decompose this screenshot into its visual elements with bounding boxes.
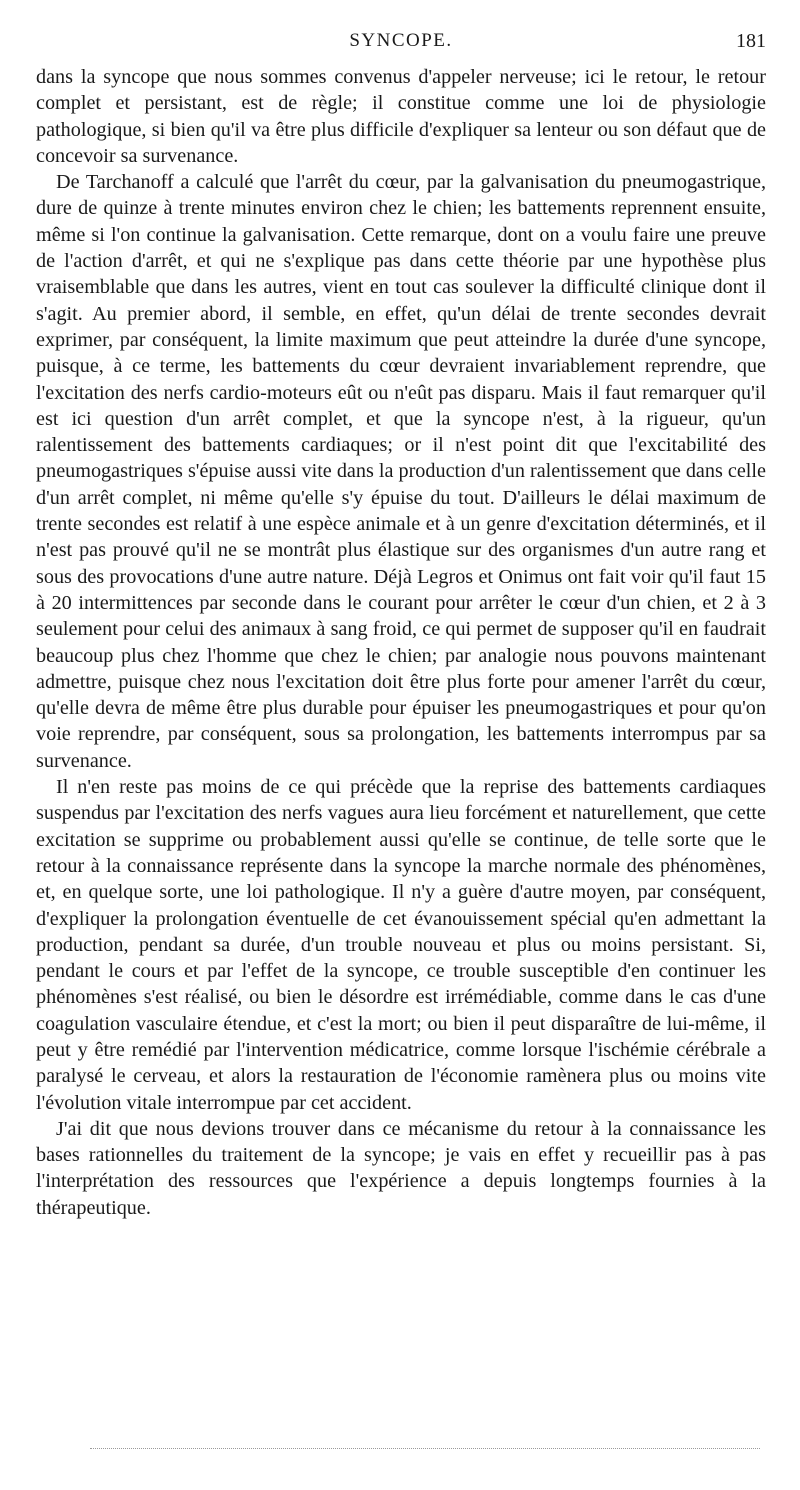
paragraph: Il n'en reste pas moins de ce qui précède que la reprise des battements cardiaques suspendus par l'excitation des nerfs vagues aura lieu forcément et naturellement, que cette excitation se supprime ou probablement aussi qu'elle se continue, de telle sorte que le retour à la connaissance représente dans la syncope la marche normale des phénomènes, et, en quelque sorte, une loi pathologique. Il n'y a guère d'autre moyen, par conséquent, d'expliquer la prolongation éventuelle de cet évanouissement spécial qu'en admettant la production, pendant sa durée, d'un trouble nouveau et plus ou moins persistant. Si, pendant le cours et par l'effet de la syncope, ce trouble susceptible d'en continuer les phénomènes s'est réalisé, ou bien le désordre est irrémédiable, comme dans le cas d'une coagulation vasculaire étendue, et c'est la mort; ou bien il peut disparaître de lui-même, il peut y être remédié par l'intervention médicatrice, comme lorsque l'ischémie cérébrale a paralysé le cerveau, et alors la restauration de l'économie ramènera plus ou moins vite l'évolution vitale interrompue par cet accident. — [36, 776, 766, 1114]
page-number: 181 — [736, 30, 766, 52]
body-text — [36, 64, 766, 1221]
paragraph: J'ai dit que nous devions trouver dans ce mécanisme du retour à la connaissance les bases rationnelles du traitement de la syncope; je vais en effet y recueillir pas à pas l'interprétation des ressources que l'expérience a depuis longtemps fournies à la thérapeutique. — [36, 1117, 766, 1219]
paragraph-continuation: dans la syncope que nous sommes convenus d'appeler nerveuse; ici le retour, le retour complet et persistant, est de règle; il constitue comme une loi de physiologie pathologique, si bien qu'il va être plus difficile d'expliquer sa lenteur ou son défaut que de concevoir sa survenance. — [36, 66, 766, 167]
paragraph: De Tarchanoff a calculé que l'arrêt du cœur, par la galvanisation du pneumogastrique, dure de quinze à trente minutes environ chez le chien; les battements reprennent ensuite, même si l'on continue la galvanisation. Cette remarque, dont on a voulu faire une preuve de l'action d'arrêt, et qui ne s'explique pas dans cette théorie par une hypothèse plus vraisemblable que dans les autres, vient en tout cas soulever la difficulté clinique dont il s'agit. Au premier abord, il semble, en effet, qu'un délai de trente secondes devrait exprimer, par conséquent, la limite maximum que peut atteindre la durée d'une syncope, puisque, à ce terme, les battements du cœur devraient invariablement reprendre, que l'excitation des nerfs cardio-moteurs eût ou n'eût pas disparu. Mais il faut remarquer qu'il est ici question d'un arrêt complet, et que la syncope n'est, à la rigueur, qu'un ralentissement des battements cardiaques; or il n'est point dit que l'excitabilité des pneumogastriques s'épuise aussi vite dans la production d'un ralentissement que dans celle d'un arrêt complet, ni même qu'elle s'y épuise du tout. D'ailleurs le délai maximum de trente secondes est relatif à une espèce animale et à un genre d'excitation déterminés, et il n'est pas prouvé qu'il ne se montrât plus élastique sur des organismes d'un autre rang et sous des provocations d'une autre nature. Déjà Legros et Onimus ont fait voir qu'il faut 15 à 20 intermittences par seconde dans le courant pour arrêter le cœur d'un chien, et 2 à 3 seulement pour celui des animaux à sang froid, ce qui permet de supposer qu'il en faudrait beaucoup plus chez l'homme que chez le chien; par analogie nous pouvons maintenant admettre, puisque chez nous l'excitation doit être plus forte pour amener l'arrêt du cœur, qu'elle devra de même être plus durable pour épuiser les pneumogastriques et pour qu'on voie reprendre, par conséquent, sous sa prolongation, les battements interrompus par sa survenance. — [36, 171, 766, 772]
running-title: SYNCOPE. — [349, 30, 453, 51]
footer-dotted-rule — [90, 1448, 760, 1449]
running-head — [36, 30, 766, 58]
